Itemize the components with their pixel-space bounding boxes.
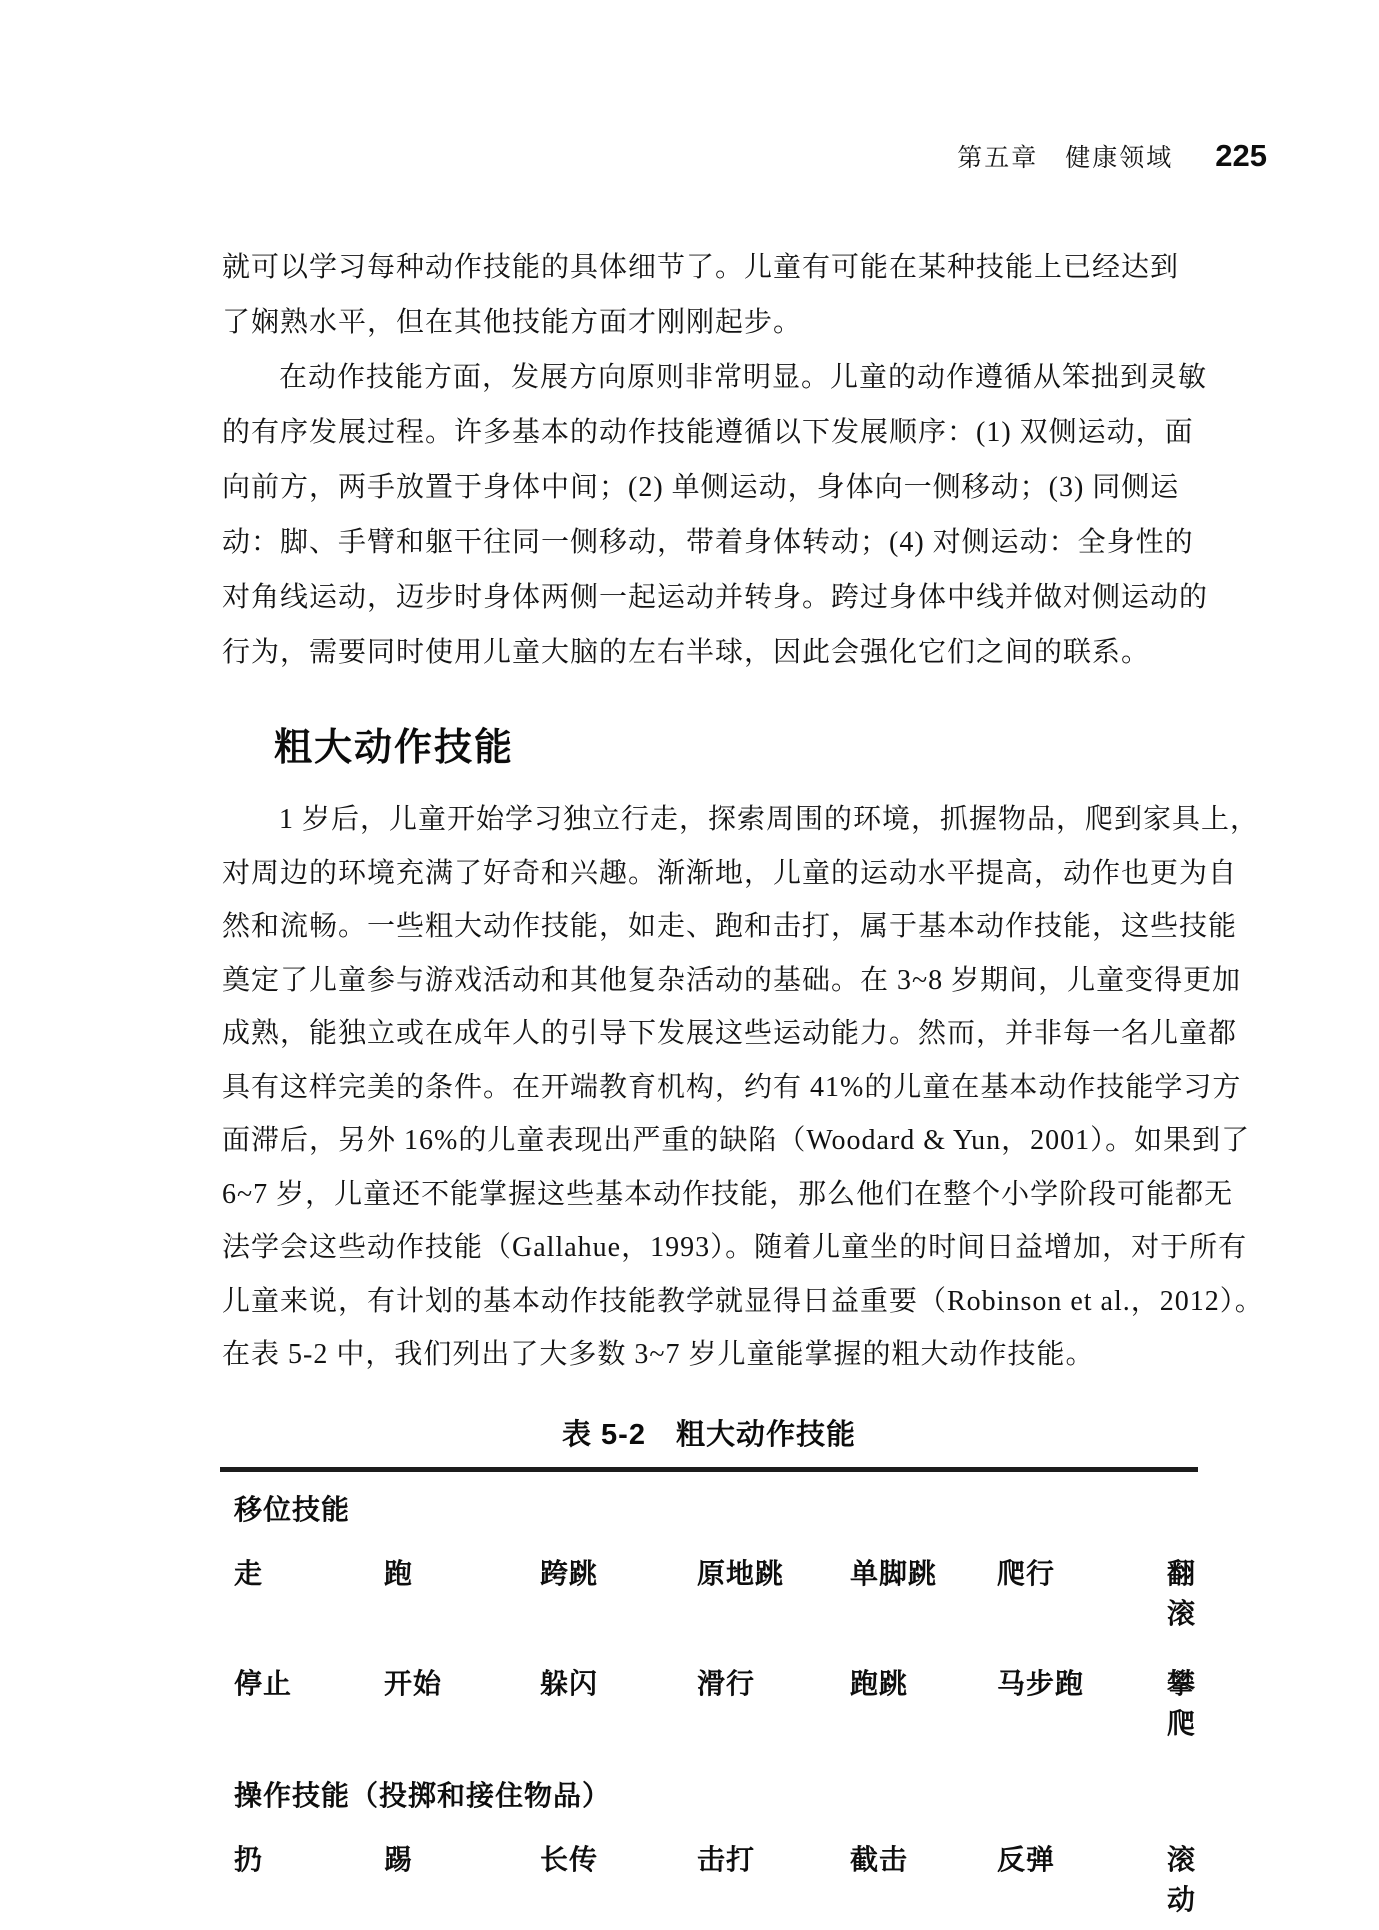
table-row (220, 1648, 1198, 1758)
table-cell: 躲闪 (540, 1668, 599, 1699)
body-line: 然和流畅。一些粗大动作技能，如走、跑和击打，属于基本动作技能，这些技能 (222, 911, 1238, 942)
section-heading-gross-motor-skills: 粗大动作技能 (274, 727, 515, 769)
table-cell: 马步跑 (997, 1668, 1085, 1699)
body-line: 在动作技能方面，发展方向原则非常明显。儿童的动作遵循从笨拙到灵敏 (279, 362, 1208, 393)
body-line: 向前方，两手放置于身体中间；(2) 单侧运动，身体向一侧移动；(3) 同侧运 (222, 472, 1180, 503)
table-cell: 开始 (384, 1668, 443, 1699)
table-cell: 击打 (697, 1844, 756, 1875)
table-cell: 单脚跳 (850, 1558, 938, 1589)
table-cell: 跑 (384, 1558, 414, 1589)
page-number: 225 (1215, 138, 1267, 173)
table-section-header-manipulative: 操作技能（投掷和接住物品） (234, 1780, 612, 1811)
body-line: 儿童来说，有计划的基本动作技能教学就显得日益重要（Robinson et al.，2012）。 (222, 1285, 1264, 1317)
body-line: 就可以学习每种动作技能的具体细节了。儿童有可能在某种技能上已经达到 (222, 252, 1180, 283)
table-cell: 扔 (234, 1844, 264, 1875)
table-cell: 滑行 (697, 1668, 756, 1699)
table-cell: 滚动 (1166, 1844, 1196, 1915)
table-5-2-gross-motor-skills (220, 1412, 1198, 1930)
running-head (957, 138, 1267, 174)
body-line: 的有序发展过程。许多基本的动作技能遵循以下发展顺序：(1) 双侧运动，面 (222, 417, 1194, 448)
table-cell: 截击 (850, 1844, 909, 1875)
table-row (220, 1824, 1198, 1930)
body-line: 在表 5-2 中，我们列出了大多数 3~7 岁儿童能掌握的粗大动作技能。 (222, 1339, 1095, 1370)
table-cell: 跑跳 (850, 1668, 909, 1699)
body-line: 法学会这些动作技能（Gallahue，1993）。随着儿童坐的时间日益增加，对于所有 (222, 1232, 1248, 1263)
chapter-title: 第五章 健康领域 (957, 144, 1174, 172)
body-line: 动：脚、手臂和躯干往同一侧移动，带着身体转动；(4) 对侧运动：全身性的 (222, 527, 1194, 558)
table-title: 表 5-2 粗大动作技能 (562, 1419, 856, 1451)
table-cell: 长传 (540, 1844, 599, 1875)
paragraph-2 (222, 350, 1207, 680)
body-line: 6~7 岁，儿童还不能掌握这些基本动作技能，那么他们在整个小学阶段可能都无 (222, 1178, 1234, 1210)
body-line: 具有这样完美的条件。在开端教育机构，约有 41%的儿童在基本动作技能学习方 (222, 1071, 1242, 1103)
body-line: 面滞后，另外 16%的儿童表现出严重的缺陷（Woodard & Yun，2001）。如果到了 (222, 1125, 1251, 1156)
table-row (220, 1538, 1198, 1648)
table-cell: 走 (234, 1558, 264, 1589)
table-cell: 攀爬 (1166, 1668, 1196, 1739)
table-cell: 翻滚 (1166, 1558, 1196, 1629)
table-cell: 踢 (384, 1844, 414, 1875)
table-section-header-locomotor: 移位技能 (234, 1494, 351, 1525)
body-line: 对周边的环境充满了好奇和兴趣。渐渐地，儿童的运动水平提高，动作也更为自 (222, 857, 1238, 889)
body-line: 行为，需要同时使用儿童大脑的左右半球，因此会强化它们之间的联系。 (222, 637, 1151, 668)
table-cell: 跨跳 (540, 1558, 599, 1589)
table-cell: 停止 (234, 1668, 293, 1699)
body-line: 了娴熟水平，但在其他技能方面才刚刚起步。 (222, 307, 803, 338)
paragraph-3 (222, 793, 1264, 1382)
table-cell: 反弹 (997, 1844, 1056, 1875)
body-line: 1 岁后，儿童开始学习独立行走，探索周围的环境，抓握物品，爬到家具上， (279, 804, 1260, 835)
table-cell: 原地跳 (697, 1558, 785, 1589)
table-cell: 爬行 (997, 1558, 1056, 1589)
body-line: 成熟，能独立或在成年人的引导下发展这些运动能力。然而，并非每一名儿童都 (222, 1018, 1238, 1049)
body-line: 对角线运动，迈步时身体两侧一起运动并转身。跨过身体中线并做对侧运动的 (222, 582, 1209, 613)
paragraph-1 (222, 240, 1207, 350)
body-line: 奠定了儿童参与游戏活动和其他复杂活动的基础。在 3~8 岁期间，儿童变得更加 (222, 964, 1242, 996)
